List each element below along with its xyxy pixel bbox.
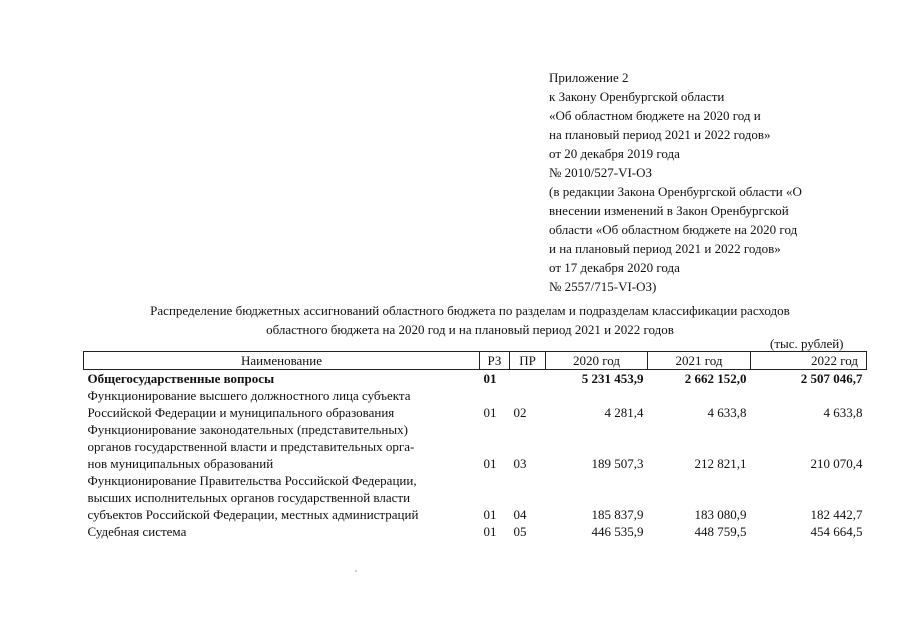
table-row (84, 472, 867, 523)
row-name-line: Функционирование законодательных (представительных) (87, 422, 408, 437)
document-title (80, 301, 860, 339)
appendix-header (549, 68, 869, 296)
row-pr: 03 (513, 456, 527, 471)
appendix-line: и на плановый период 2021 и 2022 годов» (549, 241, 781, 256)
row-2020: 185 837,9 (591, 507, 644, 522)
scan-speck (355, 570, 357, 572)
appendix-line: «Об областном бюджете на 2020 год и (549, 108, 761, 123)
row-2020: 5 231 453,9 (581, 371, 644, 386)
header-rz: РЗ (480, 352, 510, 370)
header-name: Наименование (84, 352, 480, 370)
row-2020: 189 507,3 (591, 456, 644, 471)
row-2021: 4 633,8 (707, 405, 747, 420)
table-header-row (84, 352, 867, 370)
unit-label: (тыс. рублей) (770, 336, 844, 351)
appendix-line: от 20 декабря 2019 года (549, 146, 680, 161)
table-row (84, 523, 867, 540)
table-row (84, 387, 867, 421)
row-2022: 182 442,7 (810, 507, 863, 522)
appendix-line: внесении изменений в Закон Оренбургской (549, 203, 789, 218)
row-pr: 02 (513, 405, 527, 420)
row-pr (510, 370, 546, 388)
row-2021: 2 662 152,0 (684, 371, 747, 386)
row-name-line: высших исполнительных органов государственной власти (87, 490, 411, 505)
appendix-line: № 2557/715-VI-ОЗ) (549, 279, 657, 294)
header-2020: 2020 год (546, 352, 648, 370)
appendix-line: области «Об областном бюджете на 2020 год (549, 222, 798, 237)
row-2021: 212 821,1 (694, 456, 747, 471)
table-body (84, 370, 867, 541)
appendix-line: на плановый период 2021 и 2022 годов» (549, 127, 771, 142)
row-name-line: Общегосударственные вопросы (87, 371, 275, 386)
header-pr: ПР (510, 352, 546, 370)
row-rz: 01 (483, 524, 497, 539)
appendix-line: от 17 декабря 2020 года (549, 260, 680, 275)
row-2022: 4 633,8 (823, 405, 863, 420)
row-name (84, 421, 480, 472)
row-pr: 05 (513, 524, 527, 539)
appendix-line: Приложение 2 (549, 70, 629, 85)
row-name (84, 523, 480, 540)
row-name-line: Российской Федерации и муниципального образования (87, 405, 395, 420)
appendix-line: к Закону Оренбургской области (549, 89, 725, 104)
table-row (84, 370, 867, 388)
row-2022: 454 664,5 (810, 524, 863, 539)
title-line-2: областного бюджета на 2020 год и на плановый период 2021 и 2022 годов (266, 322, 674, 337)
header-2021: 2021 год (648, 352, 751, 370)
row-2022: 210 070,4 (810, 456, 863, 471)
appendix-line: (в редакции Закона Оренбургской области «О (549, 184, 802, 199)
row-2020: 4 281,4 (604, 405, 644, 420)
table-row (84, 421, 867, 472)
row-name (84, 472, 480, 523)
budget-table (83, 351, 867, 540)
row-rz: 01 (483, 371, 497, 386)
row-name (84, 370, 480, 388)
header-2022: 2022 год (751, 352, 867, 370)
row-rz: 01 (483, 507, 497, 522)
row-name-line: Судебная система (87, 524, 187, 539)
row-name-line: Функционирование высшего должностного лица субъекта (87, 388, 411, 403)
row-name-line: нов муниципальных образований (87, 456, 274, 471)
row-name-line: субъектов Российской Федерации, местных администраций (87, 507, 419, 522)
row-name (84, 387, 480, 421)
row-name-line: Функционирование Правительства Российской Федерации, (87, 473, 417, 488)
row-2021: 448 759,5 (694, 524, 747, 539)
row-rz: 01 (483, 405, 497, 420)
row-name-line: органов государственной власти и представительных орга- (87, 439, 415, 454)
row-2021: 183 080,9 (694, 507, 747, 522)
row-2020: 446 535,9 (591, 524, 644, 539)
appendix-line: № 2010/527-VI-ОЗ (549, 165, 653, 180)
row-rz: 01 (483, 456, 497, 471)
row-pr: 04 (513, 507, 527, 522)
title-line-1: Распределение бюджетных ассигнований областного бюджета по разделам и подразделам классификации расходов (150, 303, 790, 318)
row-2022: 2 507 046,7 (800, 371, 863, 386)
